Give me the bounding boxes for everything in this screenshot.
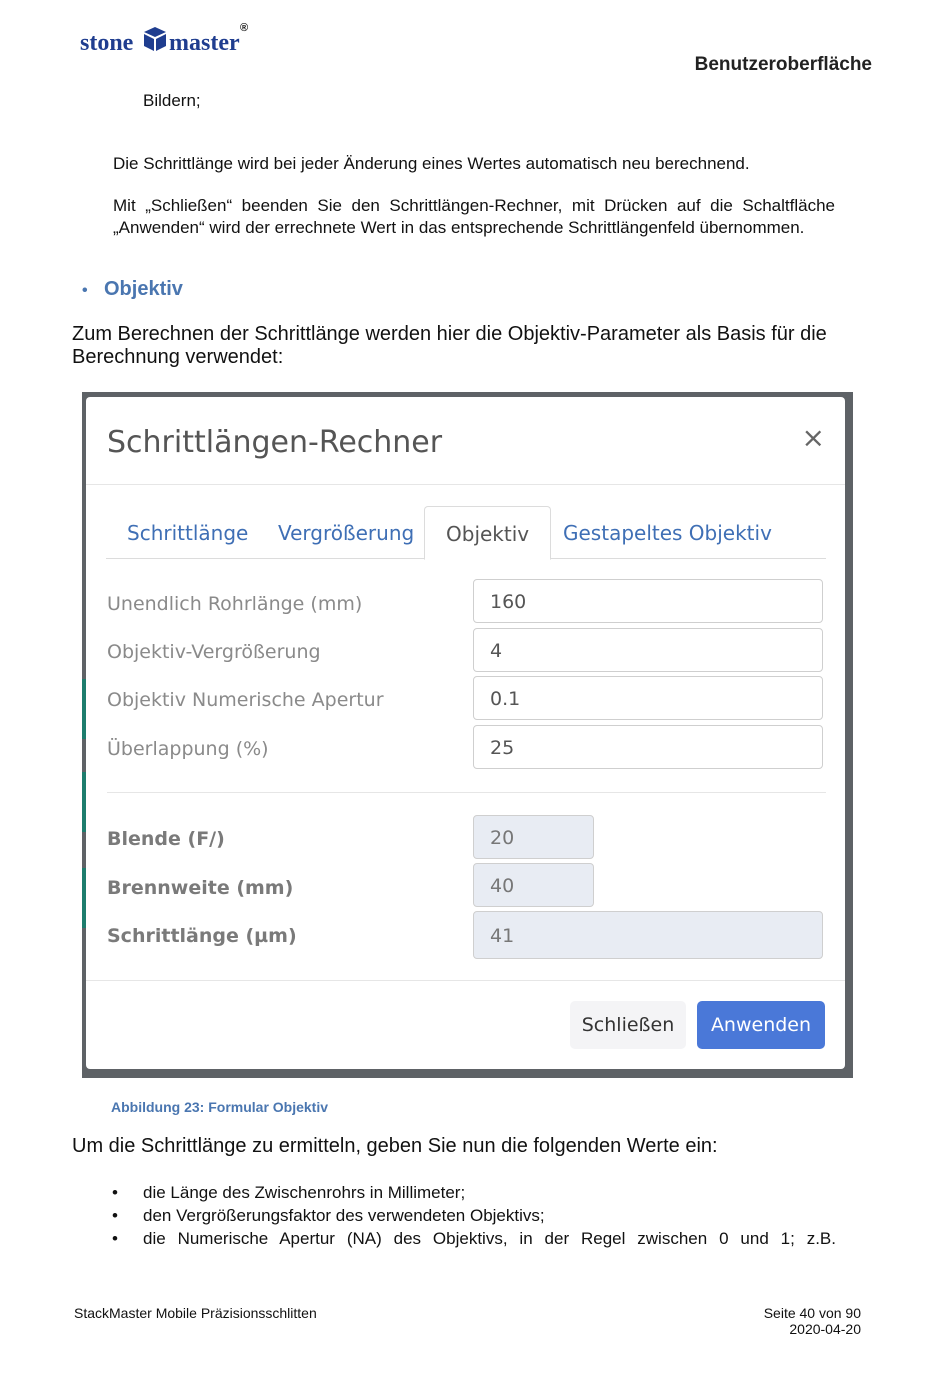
screenshot-figure [82, 392, 853, 1078]
registered-mark: ® [240, 22, 249, 34]
close-icon[interactable]: × [801, 421, 825, 454]
heading-bullet: • [82, 282, 88, 299]
paragraph-intro: Zum Berechnen der Schrittlänge werden hier die Objektiv-Parameter als Basis für die Berechnung verwendet: [72, 323, 827, 368]
label-objective-magnification: Objektiv-Vergrößerung [107, 641, 321, 663]
numerical-aperture-input[interactable]: 0.1 [473, 676, 823, 720]
bullet-symbol: • [112, 1206, 118, 1225]
label-step-length: Schrittlänge (µm) [107, 925, 297, 947]
tab-schrittlaenge[interactable]: Schrittlänge [127, 521, 249, 545]
tab-bar [106, 506, 826, 559]
logo-cube-icon [142, 26, 168, 52]
section-title: Benutzeroberfläche [694, 54, 872, 75]
tab-gestapeltes-objektiv[interactable]: Gestapeltes Objektiv [563, 521, 772, 545]
focal-length-output: 40 [473, 863, 594, 907]
bullet-symbol: • [112, 1183, 118, 1202]
aperture-f-output: 20 [473, 815, 594, 859]
apply-button[interactable]: Anwenden [697, 1001, 825, 1049]
logo [80, 22, 260, 62]
close-button[interactable]: Schließen [570, 1001, 686, 1049]
dialog-title: Schrittlängen-Rechner [107, 425, 443, 460]
bullet-list [112, 1181, 836, 1250]
step-length-output: 41 [473, 911, 823, 959]
paragraph-close-apply: Mit „Schließen“ beenden Sie den Schrittlängen-Rechner, mit Drücken auf die Schaltfläche „Anwenden“ wird der errechnete Wert in das entsprechende Schrittlängenfeld übernommen. [113, 196, 835, 237]
list-item: • die Numerische Apertur (NA) des Objektivs, in der Regel zwischen 0 und 1; z.B. [112, 1229, 836, 1248]
text-line-bildern: Bildern; [143, 91, 201, 110]
section-heading-objektiv [82, 278, 183, 301]
overlap-input[interactable]: 25 [473, 725, 823, 769]
divider [86, 980, 845, 981]
heading-text: Objektiv [104, 278, 183, 300]
list-item: • die Länge des Zwischenrohrs in Millimeter; [112, 1183, 466, 1202]
footer-date: 2020-04-20 [789, 1321, 861, 1337]
label-tube-length: Unendlich Rohrlänge (mm) [107, 593, 363, 615]
divider [107, 792, 826, 793]
figure-caption: Abbildung 23: Formular Objektiv [111, 1099, 329, 1115]
paragraph-enter-values: Um die Schrittlänge zu ermitteln, geben Sie nun die folgenden Werte ein: [72, 1135, 718, 1157]
logo-text-left: stone [80, 30, 134, 56]
logo-text-right: master [169, 30, 240, 56]
footer-product: StackMaster Mobile Präzisionsschlitten [74, 1305, 317, 1321]
footer-page-info [764, 1305, 861, 1337]
label-numerical-aperture: Objektiv Numerische Apertur [107, 689, 384, 711]
list-item: • den Vergrößerungsfaktor des verwendeten Objektivs; [112, 1206, 545, 1225]
tube-length-input[interactable]: 160 [473, 579, 823, 623]
label-aperture-f: Blende (F/) [107, 828, 225, 850]
bullet-symbol: • [112, 1229, 118, 1248]
label-focal-length: Brennweite (mm) [107, 877, 294, 899]
paragraph-auto-calc: Die Schrittlänge wird bei jeder Änderung eines Wertes automatisch neu berechnend. [113, 154, 750, 173]
objective-magnification-input[interactable]: 4 [473, 628, 823, 672]
divider [86, 484, 845, 485]
tab-vergroesserung[interactable]: Vergrößerung [278, 521, 415, 545]
step-calculator-dialog [86, 397, 845, 1069]
footer-page-number: Seite 40 von 90 [763, 1305, 861, 1321]
label-overlap: Überlappung (%) [107, 738, 269, 760]
tab-objektiv[interactable]: Objektiv [424, 506, 551, 560]
